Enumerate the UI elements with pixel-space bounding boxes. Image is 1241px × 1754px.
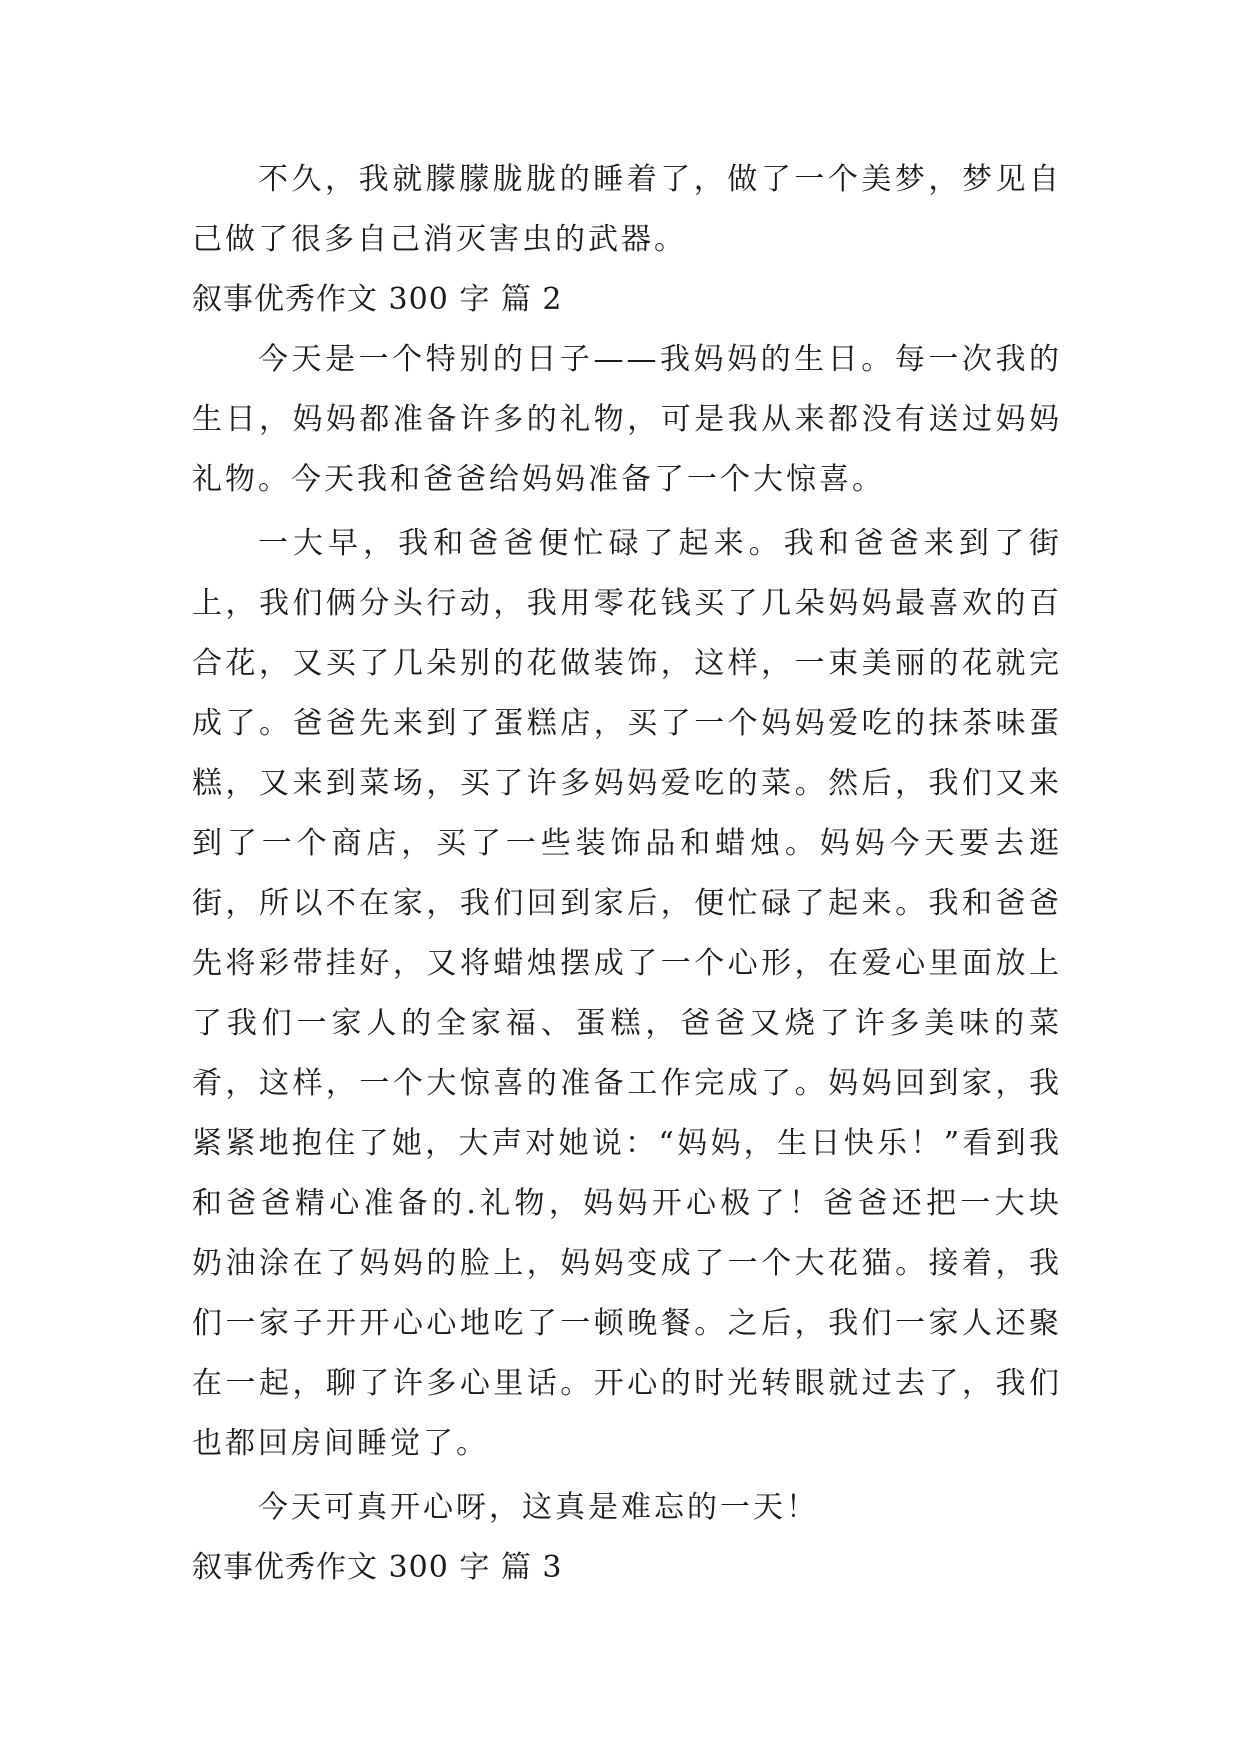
paragraph-birthday-intro: 今天是一个特别的日子——我妈妈的生日。每一次我的生日，妈妈都准备许多的礼物，可是我从来都没有送过妈妈礼物。今天我和爸爸给妈妈准备了一个大惊喜。 — [192, 342, 1062, 497]
paragraph-dream: 不久，我就朦朦胧胧的睡着了，做了一个美梦，梦见自己做了很多自己消灭害虫的武器。 — [192, 162, 1062, 257]
document-page — [192, 150, 1062, 1598]
essay-2-heading: 叙事优秀作文 300 字 篇 2 — [192, 282, 563, 317]
paragraph-birthday-preparation: 一大早，我和爸爸便忙碌了起来。我和爸爸来到了街上，我们俩分头行动，我用零花钱买了几朵妈妈最喜欢的百合花，又买了几朵别的花做装饰，这样，一束美丽的花就完成了。爸爸先来到了蛋糕店，买了一个妈妈爱吃的抹茶味蛋糕，又来到菜场，买了许多妈妈爱吃的菜。然后，我们又来到了一个商店，买了一些装饰品和蜡烛。妈妈今天要去逛街，所以不在家，我们回到家后，便忙碌了起来。我和爸爸先将彩带挂好，又将蜡烛摆成了一个心形，在爱心里面放上了我们一家人的全家福、蛋糕，爸爸又烧了许多美味的菜肴，这样，一个大惊喜的准备工作完成了。妈妈回到家，我紧紧地抱住了她，大声对她说：“妈妈，生日快乐！”看到我和爸爸精心准备的.礼物，妈妈开心极了！爸爸还把一大块奶油涂在了妈妈的脸上，妈妈变成了一个大花猫。接着，我们一家子开开心心地吃了一顿晚餐。之后，我们一家人还聚在一起，聊了许多心里话。开心的时光转眼就过去了，我们也都回房间睡觉了。 — [192, 526, 1062, 1461]
paragraph-conclusion: 今天可真开心呀，这真是难忘的一天！ — [258, 1490, 819, 1525]
essay-3-heading: 叙事优秀作文 300 字 篇 3 — [192, 1550, 563, 1585]
